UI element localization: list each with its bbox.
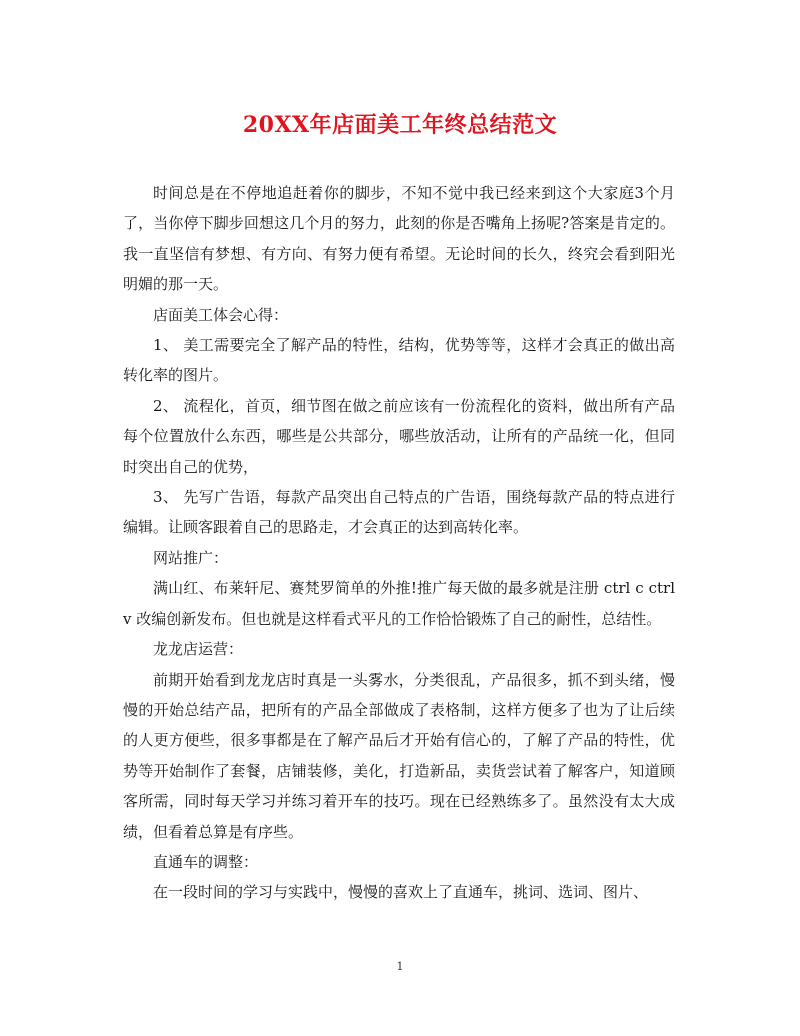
heading-design-insights: 店面美工体会心得： — [153, 305, 289, 324]
heading-website-promotion: 网站推广： — [153, 548, 229, 567]
heading-store-operation: 龙龙店运营： — [153, 640, 244, 659]
paragraph-point-2: 2、 流程化，首页，细节图在做之前应该有一份流程化的资料，做出所有产品每个位置放什么东西，哪些是公共部分，哪些放活动，让所有的产品统一化，但同时突出自己的优势， — [123, 396, 675, 476]
paragraph-point-3: 3、 先写广告语，每款产品突出自己特点的广告语，围绕每款产品的特点进行编辑。让顾客跟着自己的思路走，才会真正的达到高转化率。 — [123, 488, 675, 537]
page-number: 1 — [396, 960, 404, 973]
paragraph-intro: 时间总是在不停地追赶着你的脚步，不知不觉中我已经来到这个大家庭3个月了，当你停下脚步回想这几个月的努力，此刻的你是否嘴角上扬呢?答案是肯定的。我一直坚信有梦想、有方向、有努力便有希望。无论时间的长久，终究会看到阳光明媚的那一天。 — [123, 184, 675, 294]
document-title: 20XX年店面美工年终总结范文 — [242, 112, 558, 138]
paragraph-operation: 前期开始看到龙龙店时真是一头雾水，分类很乱，产品很多，抓不到头绪，慢慢的开始总结产品，把所有的产品全部做成了表格制，这样方便多了也为了让后续的人更方便些，很多事都是在了解产品后才开始有信心的，了解了产品的特性，优势等开始制作了套餐，店铺装修，美化，打造新品，卖货尝试着了解客户，知道顾客所需，同时每天学习并练习着开车的技巧。现在已经熟练多了。虽然没有太大成绩，但看着总算是有序些。 — [123, 670, 675, 841]
paragraph-promotion: 满山红、布莱轩尼、赛梵罗简单的外推!推广每天做的最多就是注册 ctrl c ctrl v 改编创新发布。但也就是这样看式平凡的工作恰恰锻炼了自己的耐性，总结性。 — [123, 579, 675, 628]
paragraph-point-1: 1、 美工需要完全了解产品的特性，结构，优势等等，这样才会真正的做出高转化率的图片。 — [123, 336, 675, 385]
document-body — [123, 178, 675, 908]
paragraph-through-train: 在一段时间的学习与实践中，慢慢的喜欢上了直通车，挑词、选词、图片、 — [153, 883, 649, 902]
heading-through-train: 直通车的调整： — [153, 852, 259, 871]
